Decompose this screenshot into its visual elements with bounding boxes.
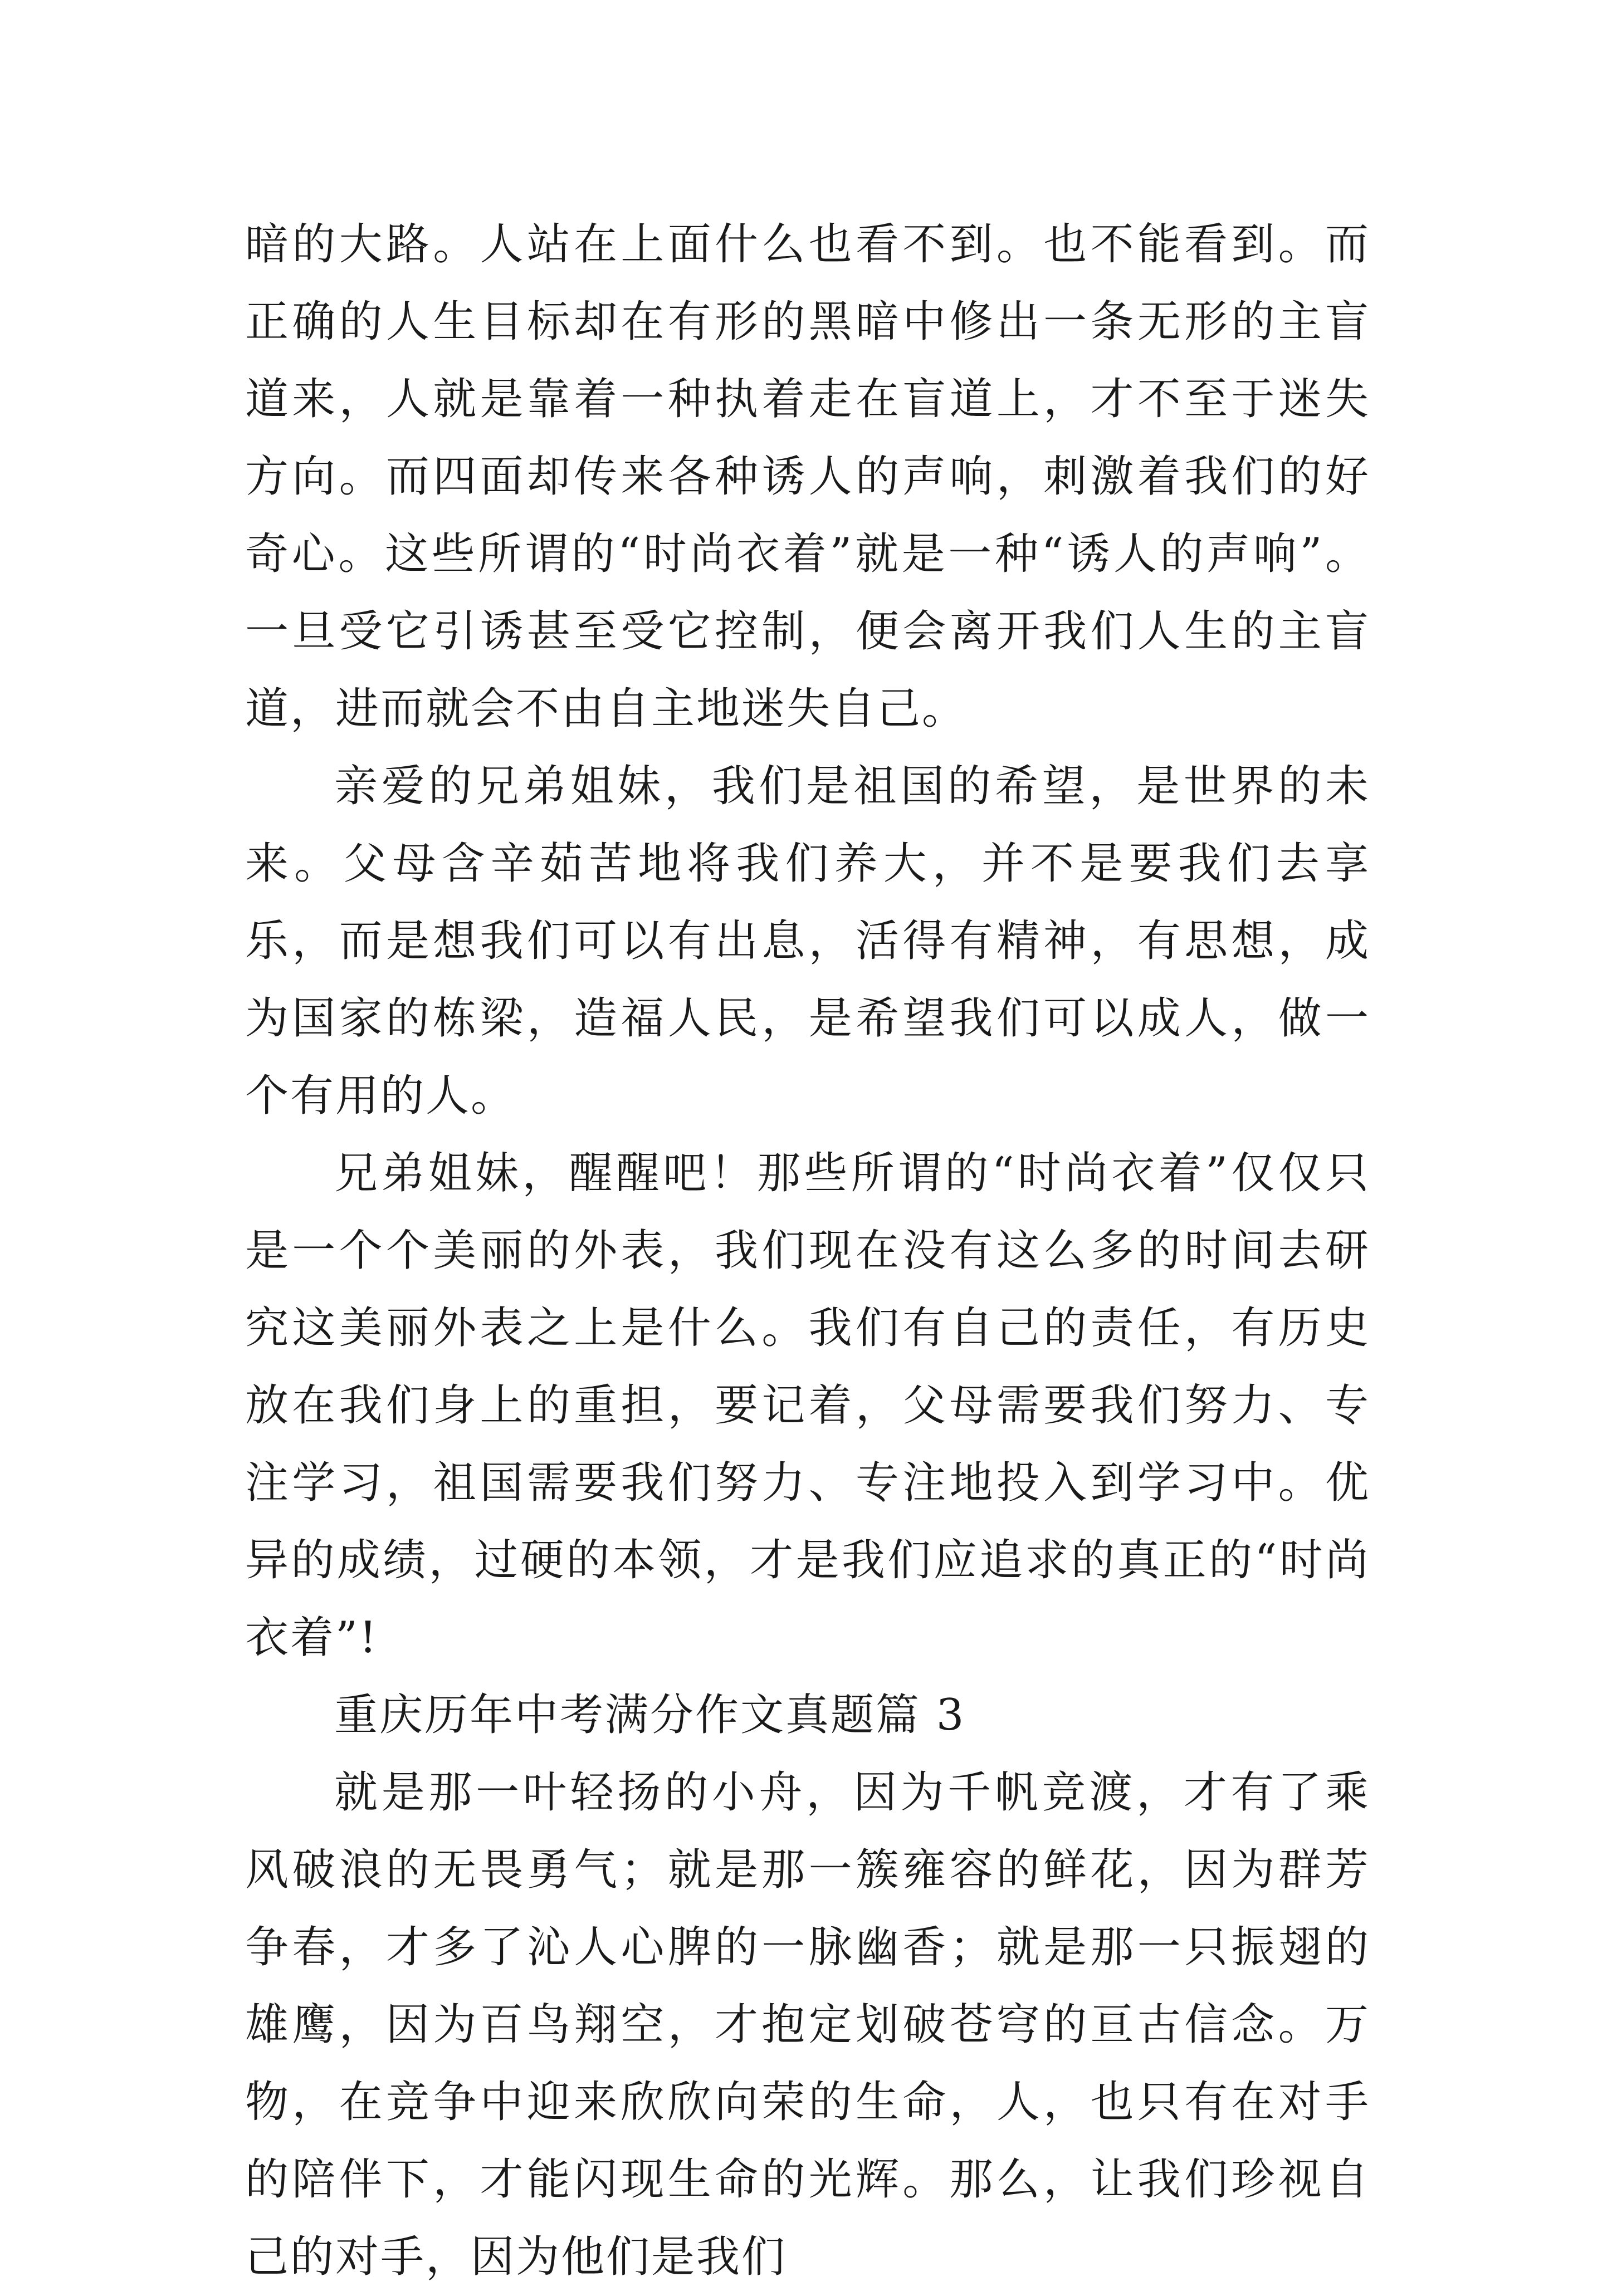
paragraph-1: 暗的大路。人站在上面什么也看不到。也不能看到。而正确的人生目标却在有形的黑暗中修出一条无形的主盲道来，人就是靠着一种执着走在盲道上，才不至于迷失方向。而四面却传来各种诱人的声响，刺激着我们的好奇心。这些所谓的“时尚衣着”就是一种“诱人的声响”。一旦受它引诱甚至受它控制，便会离开我们人生的主盲道，进而就会不由自主地迷失自己。 xyxy=(245,219,1370,734)
paragraph-4: 就是那一叶轻扬的小舟，因为千帆竞渡，才有了乘风破浪的无畏勇气；就是那一簇雍容的鲜花，因为群芳争春，才多了沁人心脾的一脉幽香；就是那一只振翅的雄鹰，因为百鸟翔空，才抱定划破苍穹的亘古信念。万物，在竞争中迎来欣欣向荣的生命，人，也只有在对手的陪伴下，才能闪现生命的光辉。那么，让我们珍视自己的对手，因为他们是我们 xyxy=(245,1768,1370,2282)
paragraph-3: 兄弟姐妹，醒醒吧！那些所谓的“时尚衣着”仅仅只是一个个美丽的外表，我们现在没有这么多的时间去研究这美丽外表之上是什么。我们有自己的责任，有历史放在我们身上的重担，要记着，父母需要我们努力、专注学习，祖国需要我们努力、专注地投入到学习中。优异的成绩，过硬的本领，才是我们应追求的真正的“时尚衣着”! xyxy=(245,1148,1370,1663)
document-body xyxy=(245,206,1370,2296)
section-heading: 重庆历年中考满分作文真题篇 3 xyxy=(334,1690,966,1740)
paragraph-2: 亲爱的兄弟姐妹，我们是祖国的希望，是世界的未来。父母含辛茹苦地将我们养大，并不是要我们去享乐，而是想我们可以有出息，活得有精神，有思想，成为国家的栋梁，造福人民，是希望我们可以成人，做一个有用的人。 xyxy=(245,761,1370,1121)
